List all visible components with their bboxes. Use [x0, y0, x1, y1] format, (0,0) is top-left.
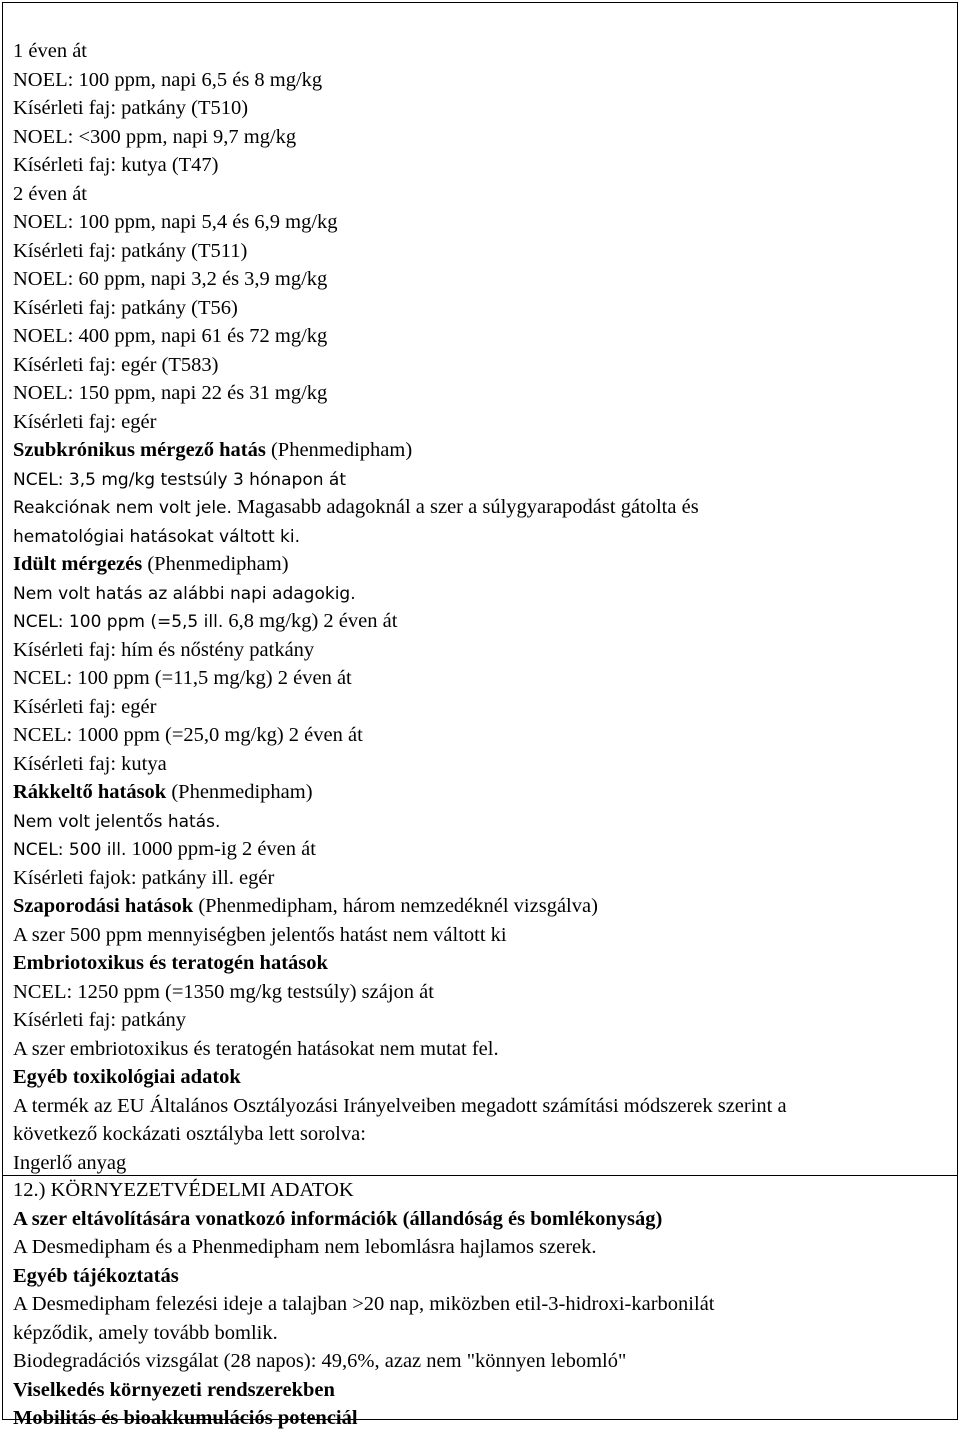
document-table: [2, 2, 958, 1429]
body-text: Kísérleti faj: patkány (T510): [13, 97, 249, 119]
section1-line: [13, 693, 957, 722]
section1-line: [13, 522, 957, 551]
body-text-tail: 6,8 mg/kg) 2 éven át: [223, 610, 398, 632]
body-text: A szer embriotoxikus és teratogén hatásokat nem mutat fel.: [13, 1037, 499, 1060]
body-text: Kísérleti faj: patkány (T511): [13, 239, 248, 262]
section1-line: [13, 436, 957, 465]
body-text: képződik, amely tovább bomlik.: [13, 1321, 278, 1344]
section2-line: [13, 1376, 957, 1405]
section1-line: [13, 493, 957, 522]
body-text: hematológiai hatásokat váltott ki.: [13, 526, 300, 547]
heading-text: Egyéb tájékoztatás: [13, 1264, 179, 1287]
body-text: Kísérleti faj: patkány (T56): [13, 296, 238, 319]
section1-line: [13, 807, 957, 836]
body-text: NOEL: 150 ppm, napi 22 és 31 mg/kg: [13, 382, 328, 404]
body-text: NCEL: 100 ppm (=5,5 ill.: [13, 612, 224, 632]
body-text-tail: egér: [233, 866, 275, 889]
heading-text: A szer eltávolítására vonatkozó információk (állandóság és bomlékonyság): [13, 1207, 663, 1230]
heading-text: Egyéb toxikológiai adatok: [13, 1066, 241, 1088]
body-text: Kísérleti faj: egér: [13, 410, 157, 433]
section1-line: [13, 1149, 957, 1178]
section1-line: [13, 664, 957, 693]
section1-line: [13, 123, 957, 152]
heading-text: Embriotoxikus és teratogén hatások: [13, 952, 328, 974]
section1-line: [13, 66, 957, 95]
body-text: A Desmedipham felezési ideje a talajban >20 nap, miközben etil-3-hidroxi-karbonilát: [13, 1293, 715, 1315]
body-text: Kísérleti faj: patkány: [13, 1009, 187, 1031]
body-text: Ingerlő anyag: [13, 1151, 127, 1174]
section2-line: [13, 1347, 957, 1376]
body-text: NCEL: 100 ppm (=11,5 mg/kg) 2 éven át: [13, 667, 352, 689]
section1-line: [13, 37, 957, 66]
section1-line: [13, 636, 957, 665]
body-text: Reakciónak nem volt jele.: [13, 498, 232, 518]
body-text: 1 éven át: [13, 40, 87, 62]
section1-line: [13, 180, 957, 209]
body-text-tail: 1000 ppm-ig 2 éven át: [126, 838, 316, 860]
heading-text: Rákkeltő hatások: [13, 781, 167, 803]
section1-line: [13, 379, 957, 408]
body-text: Kísérleti faj: egér: [13, 695, 157, 718]
body-text: 2 éven át: [13, 182, 87, 205]
section1-line: [13, 94, 957, 123]
section1-line: [13, 322, 957, 351]
body-text: (Phenmedipham): [142, 553, 289, 575]
body-text: NOEL: 60 ppm, napi 3,2 és 3,9 mg/kg: [13, 268, 328, 290]
section2-line: [13, 1205, 957, 1234]
section2-line: [13, 1319, 957, 1348]
section1-line: [13, 1063, 957, 1092]
section1-line: [13, 151, 957, 180]
toxicology-section: [3, 3, 957, 1175]
heading-text: Idült mérgezés: [13, 553, 143, 575]
section1-line: [13, 237, 957, 266]
body-text: A szer 500 ppm mennyiségben jelentős hatást nem váltott ki: [13, 923, 507, 946]
section2-line: [13, 1176, 957, 1205]
body-text: NCEL: 1250 ppm (=1350 mg/kg testsúly) szájon át: [13, 980, 434, 1003]
section1-line: [13, 351, 957, 380]
section1-line: [13, 465, 957, 494]
section1-line: [13, 778, 957, 807]
section2-line: [13, 1290, 957, 1319]
section1-line: [13, 1092, 957, 1121]
body-text: NOEL: 400 ppm, napi 61 és 72 mg/kg: [13, 325, 328, 347]
body-text: következő kockázati osztályba lett sorolva:: [13, 1123, 366, 1145]
section1-line: [13, 921, 957, 950]
body-text: A termék az EU Általános Osztályozási Irányelveiben megadott számítási módszerek szerint a: [13, 1094, 787, 1117]
section1-line: [13, 579, 957, 608]
body-text: NCEL: 1000 ppm (=25,0 mg/kg) 2 éven át: [13, 724, 363, 746]
section1-line: [13, 294, 957, 323]
body-text: Kísérleti fajok: patkány ill.: [13, 866, 234, 889]
heading-text: Viselkedés környezeti rendszerekben: [13, 1378, 335, 1401]
section2-line: [13, 1262, 957, 1291]
body-text: Biodegradációs vizsgálat (28 napos): 49,6%, azaz nem "könnyen lebomló": [13, 1350, 627, 1372]
section1-line: [13, 1006, 957, 1035]
section1-line: [13, 265, 957, 294]
body-text: NOEL: 100 ppm, napi 6,5 és 8 mg/kg: [13, 68, 323, 91]
body-text-tail: Magasabb adagoknál a szer a súlygyarapodást gátolta és: [231, 496, 699, 518]
section1-line: [13, 607, 957, 636]
section1-line: [13, 1120, 957, 1149]
section1-line: [13, 949, 957, 978]
heading-text: Szubkrónikus mérgező hatás: [13, 439, 266, 461]
heading-text: Mobilitás és bioakkumulációs potenciál: [13, 1407, 358, 1429]
body-text: 12.) KÖRNYEZETVÉDELMI ADATOK: [13, 1179, 354, 1201]
environmental-section: [3, 1175, 957, 1429]
body-text: Nem volt jelentős hatás.: [13, 811, 221, 832]
body-text: NCEL: 3,5 mg/kg testsúly 3 hónapon át: [13, 469, 346, 490]
body-text: NOEL: <300 ppm, napi 9,7 mg/kg: [13, 125, 297, 148]
section1-line: [13, 835, 957, 864]
section1-line: [13, 550, 957, 579]
body-text: (Phenmedipham): [166, 781, 313, 803]
heading-text: Szaporodási hatások: [13, 895, 194, 917]
section2-line: [13, 1233, 957, 1262]
body-text: (Phenmedipham): [265, 439, 413, 461]
section1-line: [13, 892, 957, 921]
section1-line: [13, 1035, 957, 1064]
section1-line: [13, 750, 957, 779]
body-text: (Phenmedipham, három nemzedéknél vizsgálva): [193, 895, 598, 917]
body-text: Kísérleti faj: hím és nőstény patkány: [13, 638, 315, 661]
section1-line: [13, 978, 957, 1007]
body-text: NOEL: 100 ppm, napi 5,4 és 6,9 mg/kg: [13, 211, 338, 233]
body-text: Kísérleti faj: egér (T583): [13, 353, 219, 376]
section1-line: [13, 408, 957, 437]
body-text: Nem volt hatás az alábbi napi adagokig.: [13, 583, 356, 604]
section1-line: [13, 721, 957, 750]
section1-line: [13, 864, 957, 893]
section2-line: [13, 1404, 957, 1433]
body-text: Kísérleti faj: kutya (T47): [13, 154, 219, 176]
body-text: Kísérleti faj: kutya: [13, 752, 167, 775]
section1-line: [13, 208, 957, 237]
body-text: NCEL: 500 ill.: [13, 840, 127, 860]
body-text: A Desmedipham és a Phenmedipham nem lebomlásra hajlamos szerek.: [13, 1236, 597, 1258]
